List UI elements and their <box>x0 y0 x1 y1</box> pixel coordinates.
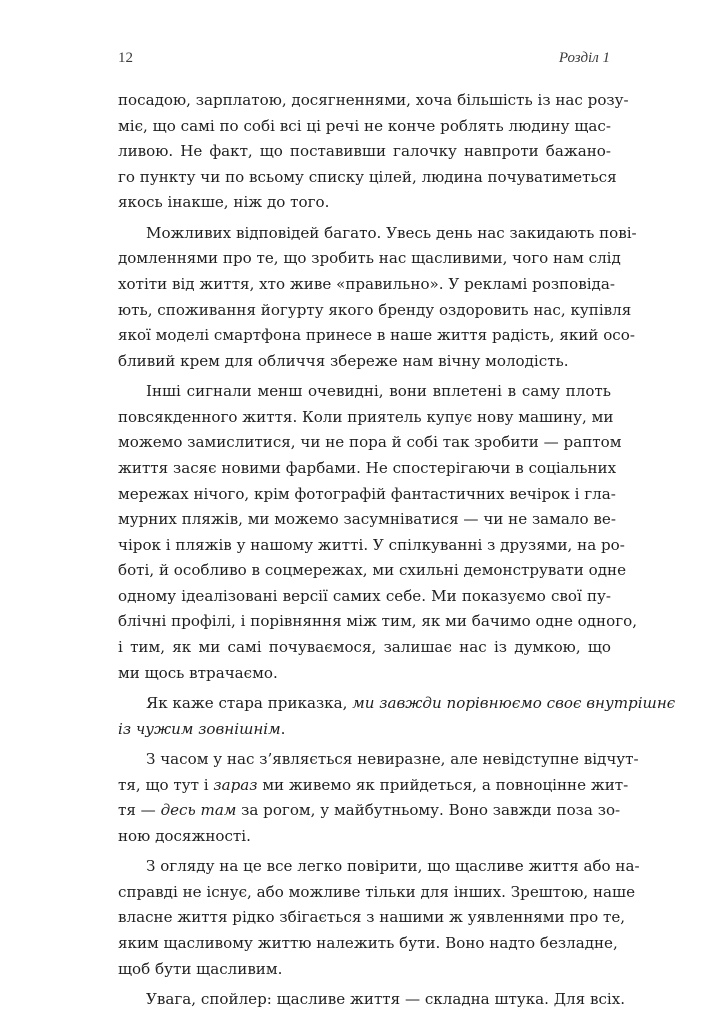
text-line: одному ідеалізовані версії самих себе. Ми показуємо свої пу- <box>118 586 611 605</box>
italic-quote: із чужим зовнішнім <box>118 719 281 738</box>
text-line: і тим, як ми самі почуваємося, залишає нас із думкою, що <box>118 638 611 657</box>
text-line: справді не існує, або можливе тільки для інших. Зрештою, наше <box>118 882 636 901</box>
text-line: Інші сигнали менш очевидні, вони вплетені в саму плоть <box>146 382 611 401</box>
italic-word: зараз <box>213 775 258 794</box>
text-line: го пункту чи по всьому списку цілей, людина почуватиметься <box>118 167 617 186</box>
text-line: ють, споживання йогурту якого бренду оздоровить нас, купівля <box>118 300 632 319</box>
text-line: боті, й особливо в соцмережах, ми схильні демонструвати одне <box>118 561 627 580</box>
text-line: хотіти від життя, хто живе «правильно». У рекламі розповіда- <box>118 274 615 293</box>
text-line: якось інакше, ніж до того. <box>118 193 330 212</box>
paragraph <box>118 221 637 375</box>
text-line: щоб бути щасливим. <box>118 959 283 978</box>
text-line <box>118 691 676 717</box>
text-line: повсякденного життя. Коли приятель купує нову машину, ми <box>118 407 614 426</box>
text-line: власне життя рідко збігається з нашими ж уявленнями про те, <box>118 908 626 927</box>
text-line: яким щасливому життю належить бути. Воно надто безладне, <box>118 933 618 952</box>
text-line: З огляду на це все легко повірити, що щасливе життя або на- <box>146 857 640 876</box>
text-line: якої моделі смартфона принесе в наше життя радість, який осо- <box>118 326 635 345</box>
text-line: З часом у нас з’являється невиразне, але невідступне відчут- <box>146 750 639 769</box>
paragraph <box>118 88 629 216</box>
paragraph <box>118 379 638 686</box>
text-line: ною досяжності. <box>118 826 251 845</box>
text-line: можемо замислитися, чи не пора й собі так зробити — раптом <box>118 433 622 452</box>
text-line: ливою. Не факт, що поставивши галочку навпроти бажано- <box>118 142 611 161</box>
text-line: життя засяє новими фарбами. Не спостерігаючи в соціальних <box>118 458 617 477</box>
text-run: за рогом, у майбутньому. Воно завжди поза зо- <box>236 801 621 820</box>
paragraph <box>118 691 676 742</box>
text-line: Можливих відповідей багато. Увесь день нас закидають пові- <box>146 223 637 242</box>
paragraph <box>118 854 640 982</box>
text-line: мурних пляжів, ми можемо засумніватися — чи не замало ве- <box>118 510 616 529</box>
italic-quote: ми завжди порівнюємо своє внутрішнє <box>352 694 676 713</box>
text-run: тя, що тут і <box>118 775 214 794</box>
text-line <box>118 798 621 824</box>
text-line: міє, що самі по собі всі ці речі не конче роблять людину щас- <box>118 116 611 135</box>
paragraph <box>118 747 639 849</box>
text-run: тя — <box>118 801 161 820</box>
running-header <box>118 50 610 74</box>
text-line: блічні профілі, і порівняння між тим, як ми бачимо одне одного, <box>118 612 638 631</box>
text-line: мережах нічого, крім фотографій фантастичних вечірок і гла- <box>118 484 616 503</box>
italic-word: десь там <box>160 801 237 820</box>
text-run: Як каже стара приказка, <box>146 694 353 713</box>
text-run: ми живемо як прийдеться, а повноцінне жит- <box>257 775 629 794</box>
text-line: посадою, зарплатою, досягненнями, хоча більшість із нас розу- <box>118 91 629 109</box>
text-line: ми щось втрачаємо. <box>118 663 278 682</box>
text-line: Увага, спойлер: щасливе життя — складна штука. Для всіх. <box>146 989 626 1008</box>
text-line: чірок і пляжів у нашому житті. У спілкуванні з друзями, на ро- <box>118 535 625 554</box>
page-number: 12 <box>118 50 133 66</box>
text-run: . <box>280 719 286 738</box>
text-line <box>118 773 629 799</box>
chapter-title: Розділ 1 <box>558 50 610 66</box>
body-text <box>118 88 676 1013</box>
text-line: бливий крем для обличчя збереже нам вічну молодість. <box>118 351 569 370</box>
text-line <box>118 717 611 743</box>
text-line: домленнями про те, що зробить нас щасливими, чого нам слід <box>118 249 621 268</box>
